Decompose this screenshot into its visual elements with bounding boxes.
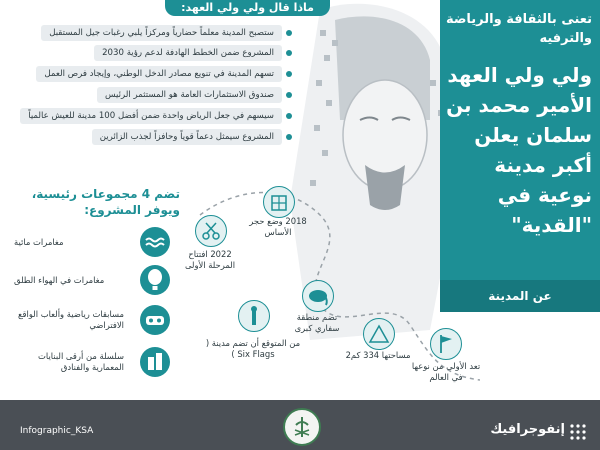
statement-item: سيسهم في جعل الرياض واحدة ضمن أفضل 100 مدينة للعيش عالمياً xyxy=(20,108,282,124)
amusement-park-icon xyxy=(238,300,270,332)
statement-item: ستصبح المدينة معلماً حضارياً ومركزاً يلبي رغبات جيل المستقبل xyxy=(41,25,282,41)
group-item-water xyxy=(10,226,180,258)
about-city-bar: عن المدينة xyxy=(440,280,600,312)
group-label: مغامرات في الهواء الطلق xyxy=(14,274,105,285)
timeline-label: من المتوقع أن تضم مدينة ( Six Flags ) xyxy=(205,338,301,359)
statement-item: تسهم المدينة في تنويع مصادر الدخل الوطني، وإيجاد فرص العمل xyxy=(36,66,282,82)
groups-title: تضم 4 مجموعات رئيسية، ويوفر المشروع: xyxy=(31,187,180,217)
construction-icon xyxy=(263,186,295,218)
timeline-label: 2022 افتتاح المرحلة الأولى xyxy=(184,249,236,270)
timeline-label: تعد الأولى من نوعها في العالم xyxy=(411,361,481,382)
panel-subtitle: تعنى بالثقافة والرياضة والترفيه xyxy=(445,12,592,46)
footer-brand: إنفوجرافيك xyxy=(490,422,565,437)
crown-quote-title: ماذا قال ولي ولي العهد: xyxy=(165,0,330,16)
footer-handle: Infographic_KSA xyxy=(20,426,94,436)
group-label: سلسلة من أرقى البنايات المعمارية والفنادق xyxy=(38,351,124,372)
timeline-label: مساحتها 334 كم2 xyxy=(345,350,411,360)
area-tent-icon xyxy=(363,318,395,350)
ribbon-scissors-icon xyxy=(195,215,227,247)
timeline-label: 2018 وضع حجر الأساس xyxy=(249,216,307,237)
statement-item: المشروع سيمثل دعماً قوياً وحافزاً لجذب الزائرين xyxy=(92,129,282,145)
hot-air-balloon-icon xyxy=(140,265,170,295)
panel-title: ولي ولي العهد الأمير محمد بن سلمان يعلن أكبر مدينة نوعية في "القدية" xyxy=(446,63,592,237)
elephant-icon xyxy=(302,280,334,312)
vr-headset-icon xyxy=(140,305,170,335)
statement-item: صندوق الاستثمارات العامة هو المستثمر الرئيس xyxy=(97,87,282,103)
statement-item: المشروع ضمن الخطط الهادفة لدعم رؤية 2030 xyxy=(94,45,282,61)
group-item-outdoor xyxy=(10,264,180,296)
flag-icon xyxy=(430,328,462,360)
seal-emblem-icon xyxy=(283,408,321,446)
buildings-icon xyxy=(140,347,170,377)
group-item-buildings xyxy=(10,346,180,378)
group-item-sports xyxy=(10,304,180,336)
group-label: مغامرات مائية xyxy=(14,236,64,247)
water-waves-icon xyxy=(140,227,170,257)
group-label: مسابقات رياضية وألعاب الواقع الافتراضي xyxy=(18,309,124,330)
timeline-label: تضم منطقة سفاري كبرى xyxy=(294,312,340,333)
brand-logo-icon xyxy=(568,422,588,442)
